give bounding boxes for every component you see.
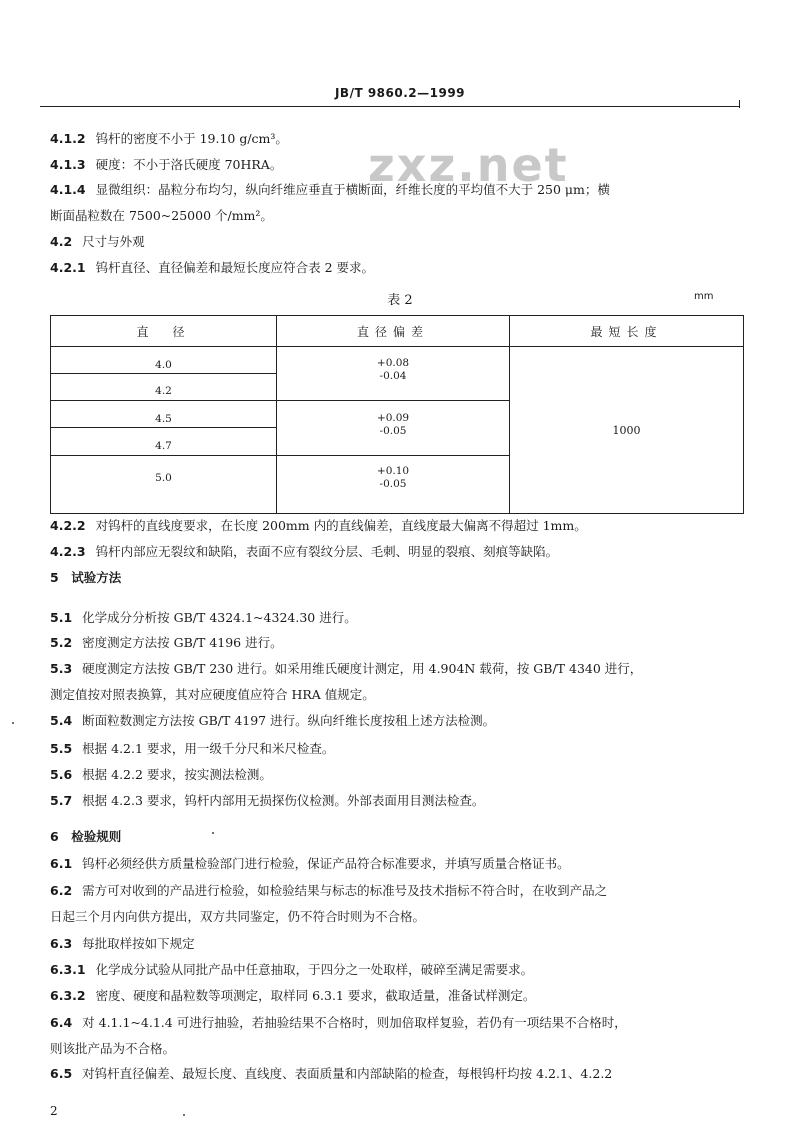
row-divider (51, 455, 276, 456)
deviation-minus: -0.05 (379, 425, 407, 437)
diameter-value: 4.7 (155, 440, 172, 452)
item-6-5: 6.5 对钨杆直径偏差、最短长度、直线度、表面质量和内部缺陷的检查，每根钨杆均按 4.2.1、4.2.2 (50, 1066, 613, 1081)
item-6-2: 6.2 需方可对收到的产品进行检验，如检验结果与标志的标准号及技术指标不符合时，在收到产品之 (50, 883, 608, 898)
paragraph-4-2: 4.2 尺寸与外观 (50, 234, 145, 249)
diameter-value: 4.5 (155, 413, 172, 425)
item-6-1: 6.1 钨杆必须经供方质量检验部门进行检验，保证产品符合标准要求，并填写质量合格证书。 (50, 856, 570, 871)
diameter-value: 4.2 (155, 385, 172, 397)
deviation-minus: -0.04 (379, 370, 407, 382)
item-5-1: 5.1 化学成分分析按 GB/T 4324.1~4324.30 进行。 (50, 610, 357, 625)
item-5-4: 5.4 断面粒数测定方法按 GB/T 4197 进行。纵向纤维长度按租上述方法检测。 (50, 713, 496, 728)
row-divider (51, 427, 276, 428)
table-caption: 表 2 (387, 293, 413, 308)
item-5-3: 5.3 硬度测定方法按 GB/T 230 进行。如采用维氏硬度计测定，用 4.904N 载荷，按 GB/T 4340 进行， (50, 661, 643, 676)
table-2 (50, 315, 744, 514)
item-6-4: 6.4 对 4.1.1~4.1.4 可进行抽验，若抽验结果不合格时，则加倍取样复验，若仍有一项结果不合格时， (50, 1015, 627, 1030)
deviation-plus: +0.10 (376, 465, 410, 477)
deviation-plus: +0.09 (376, 412, 410, 424)
table-header-deviation: 直径偏差 (277, 316, 510, 347)
item-6-3: 6.3 每批取样按如下规定 (50, 936, 195, 951)
watermark: zxz.net (368, 138, 569, 192)
section-6-title: 6 检验规则 (50, 829, 122, 844)
deviation-minus: -0.05 (379, 478, 407, 490)
item-6-2-cont: 日起三个月内向供方提出，双方共同鉴定，仍不符合时则为不合格。 (50, 909, 426, 924)
item-6-4-cont: 则该批产品为不合格。 (50, 1041, 176, 1056)
table-header-min-length: 最短长度 (510, 316, 744, 347)
table-unit: mm (694, 291, 714, 302)
group-divider (277, 455, 509, 456)
diameter-value: 5.0 (155, 472, 172, 484)
item-5-7: 5.7 根据 4.2.3 要求，钨杆内部用无损探伤仪检测。外部表面用目测法检查。 (50, 793, 485, 808)
item-6-3-2: 6.3.2 密度、硬度和晶粒数等项测定，取样同 6.3.1 要求，截取适量，准备试样测定。 (50, 988, 536, 1003)
paragraph-4-1-3: 4.1.3 硬度：不小于洛氏硬度 70HRA。 (50, 157, 283, 172)
paragraph-4-2-1: 4.2.1 钨杆直径、直径偏差和最短长度应符合表 2 要求。 (50, 260, 374, 275)
item-5-6: 5.6 根据 4.2.2 要求，按实测法检测。 (50, 767, 272, 782)
scan-speck (212, 832, 214, 834)
deviation-plus: +0.08 (376, 357, 410, 369)
paragraph-4-1-2: 4.1.2 钨杆的密度不小于 19.10 g/cm³。 (50, 131, 288, 146)
header-rule-tick (739, 100, 740, 108)
deviation-column (277, 347, 510, 514)
paragraph-4-1-4-cont: 断面晶粒数在 7500~25000 个/mm²。 (50, 208, 273, 223)
min-length-cell: 1000 (510, 347, 744, 514)
item-5-2: 5.2 密度测定方法按 GB/T 4196 进行。 (50, 635, 283, 650)
item-6-3-1: 6.3.1 化学成分试验从同批产品中任意抽取，于四分之一处取样，破碎至满足需要求。 (50, 962, 534, 977)
row-divider (51, 400, 276, 401)
page-number: 2 (50, 1104, 58, 1118)
row-divider (51, 373, 276, 374)
standard-number-header: JB/T 9860.2—1999 (334, 86, 466, 100)
table-header-diameter: 直 径 (51, 316, 277, 347)
group-divider (277, 400, 509, 401)
item-5-3-cont: 测定值按对照表换算，其对应硬度值应符合 HRA 值规定。 (50, 687, 375, 702)
paragraph-4-2-2: 4.2.2 对钨杆的直线度要求，在长度 200mm 内的直线偏差，直线度最大偏离不得超过 1mm。 (50, 518, 587, 533)
scan-speck (12, 722, 14, 724)
section-5-title: 5 试验方法 (50, 570, 122, 585)
diameter-value: 4.0 (155, 359, 172, 371)
paragraph-4-1-4: 4.1.4 显微组织：晶粒分布均匀，纵向纤维应垂直于横断面，纤维长度的平均值不大于 250 μm；横 (50, 182, 610, 197)
paragraph-4-2-3: 4.2.3 钨杆内部应无裂纹和缺陷，表面不应有裂纹分层、毛刺、明显的裂痕、刻痕等缺陷。 (50, 544, 559, 559)
diameter-column (51, 347, 277, 514)
header-rule (40, 106, 740, 107)
scan-speck (183, 1114, 185, 1116)
item-5-5: 5.5 根据 4.2.1 要求，用一级千分尺和米尺检查。 (50, 741, 335, 756)
